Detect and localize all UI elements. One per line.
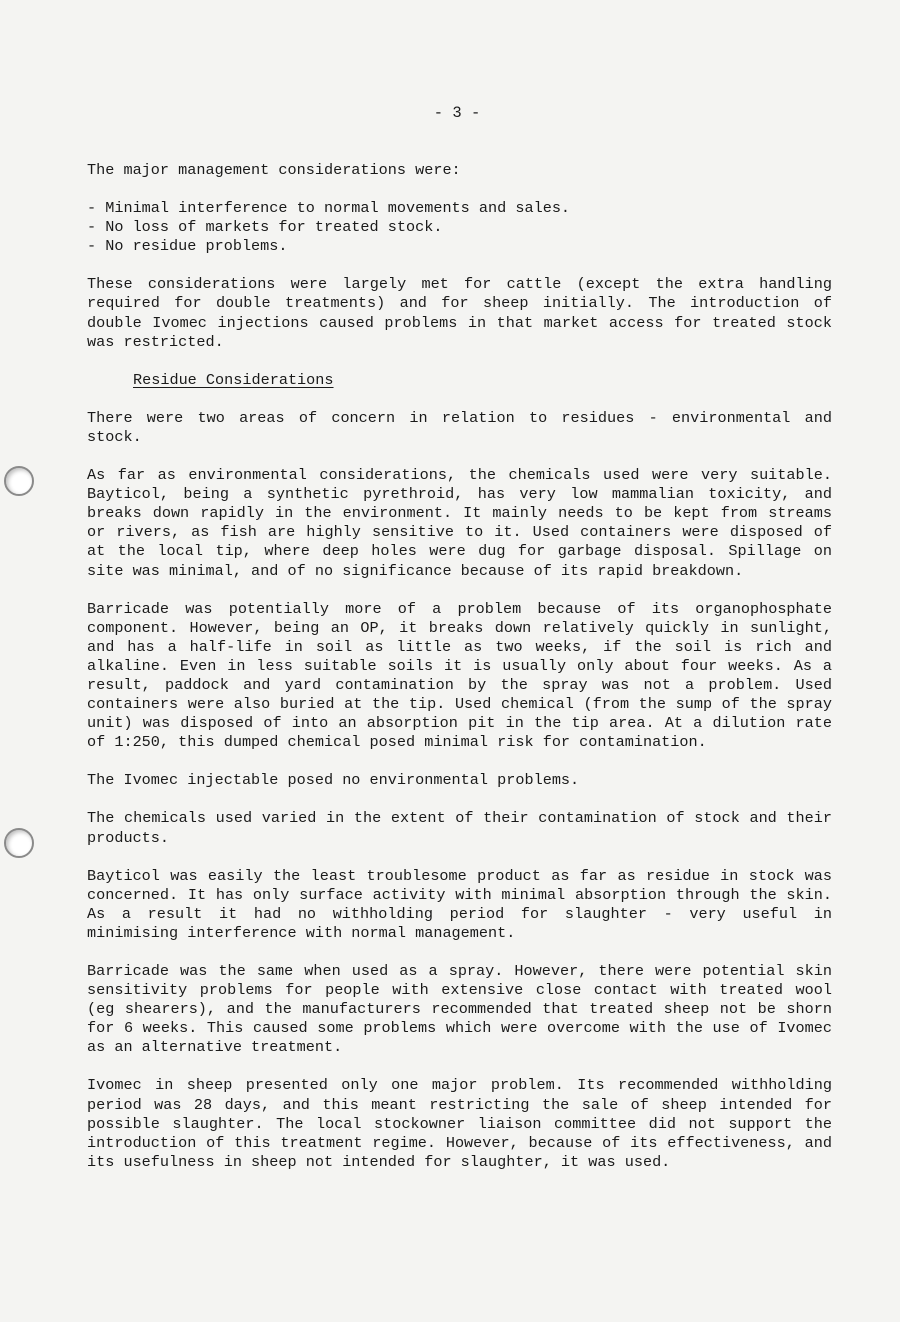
document-body: [87, 161, 832, 1191]
list-item: - No residue problems.: [87, 237, 288, 256]
binder-hole: [4, 466, 34, 496]
list-item: - No loss of markets for treated stock.: [87, 218, 443, 237]
paragraph-environmental: As far as environmental considerations, the chemicals used were very suitable. Bayticol, being a synthetic pyrethroid, has very low mammalian toxicity, and breaks down rapidly in the environment. It mainly needs to be kept from streams or rivers, as fish are highly sensitive to it. Used containers were disposed of at the local tip, where deep holes were dug for garbage disposal. Spillage on site was minimal, and of no significance because of its rapid breakdown.: [87, 466, 832, 580]
paragraph-considerations-met: These considerations were largely met for cattle (except the extra handling required for double treatments) and for sheep initially. The introduction of double Ivomec injections caused problems in that market access for treated stock was restricted.: [87, 275, 832, 351]
paragraph-bayticol-residue: Bayticol was easily the least troublesome product as far as residue in stock was concerned. It has only surface activity with minimal absorption through the skin. As a result it had no withholding period for slaughter - very useful in minimising interference with normal management.: [87, 866, 832, 942]
paragraph-stock-contamination: The chemicals used varied in the extent of their contamination of stock and their products.: [87, 809, 832, 847]
list-item: - Minimal interference to normal movements and sales.: [87, 199, 571, 218]
paragraph-ivomec-sheep: Ivomec in sheep presented only one major problem. Its recommended withholding period was 28 days, and this meant restricting the sale of sheep intended for possible slaughter. The local stockowner liaison committee did not support the introduction of this treatment regime. However, because of its effectiveness, and its usefulness in sheep not intended for slaughter, it was used.: [87, 1076, 832, 1171]
binder-hole: [4, 828, 34, 858]
intro-line: The major management considerations were:: [87, 161, 461, 179]
paragraph-ivomec-environment: The Ivomec injectable posed no environmental problems.: [87, 771, 580, 790]
paragraph-barricade-environment: Barricade was potentially more of a problem because of its organophosphate component. However, being an OP, it breaks down relatively quickly in sunlight, and has a half-life in soil as little as two weeks, if the soil is rich and alkaline. Even in less suitable soils it is usually only about four weeks. As a result, paddock and yard contamination by the spray was not a problem. Used containers were also buried at the tip. Used chemical (from the sump of the spray unit) was disposed of into an absorption pit in the tip area. At a dilution rate of 1:250, this dumped chemical posed minimal risk for contamination.: [87, 599, 832, 752]
paragraph-barricade-residue: Barricade was the same when used as a spray. However, there were potential skin sensitivity problems for people with extensive close contact with treated wool (eg shearers), and the manufacturers recommended that treated sheep not be shorn for 6 weeks. This caused some problems which were overcome with the use of Ivomec as an alternative treatment.: [87, 962, 832, 1057]
page-number: - 3 -: [433, 104, 481, 122]
section-heading: Residue Considerations: [133, 370, 334, 389]
paragraph-areas-of-concern: There were two areas of concern in relation to residues - environmental and stock.: [87, 408, 832, 446]
considerations-list: [87, 199, 832, 256]
